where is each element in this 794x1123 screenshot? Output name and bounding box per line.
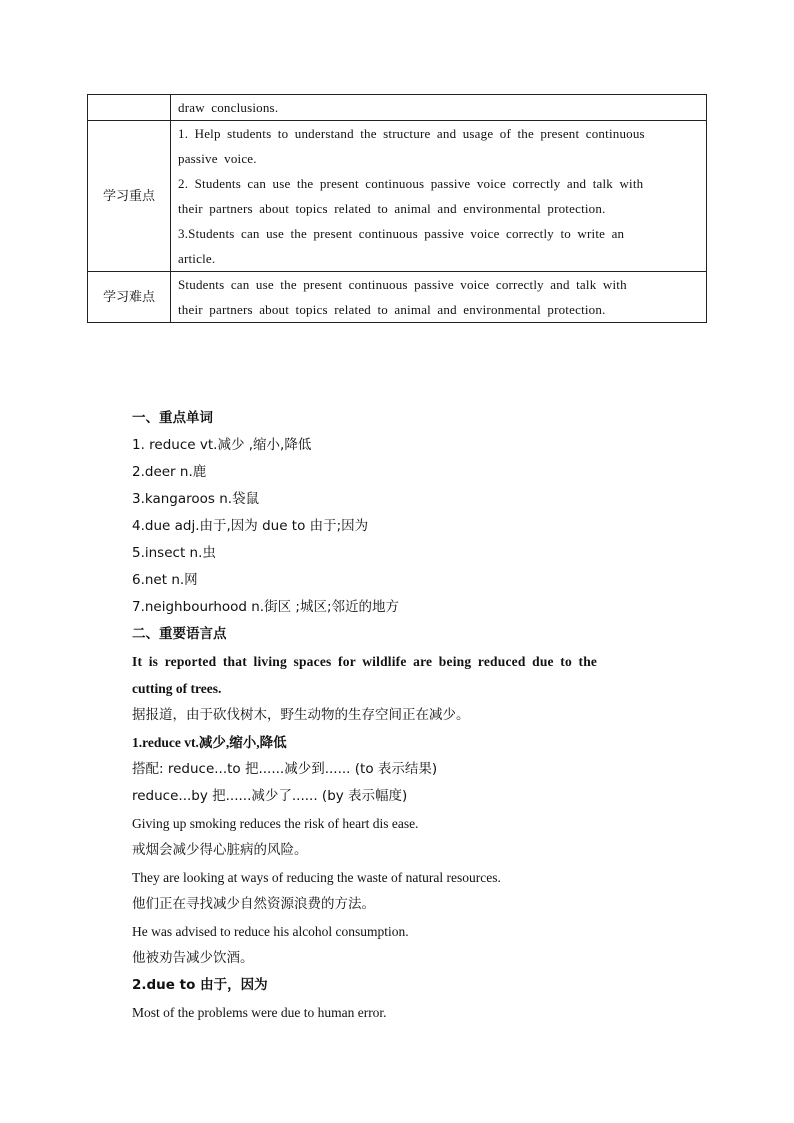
word-item: 2.deer n.鹿 xyxy=(132,464,207,480)
table-row xyxy=(88,95,707,121)
example-en: They are looking at ways of reducing the waste of natural resources. xyxy=(132,870,501,885)
word-item: 3.kangaroos n.袋鼠 xyxy=(132,491,260,507)
collocation: 搭配: reduce...to 把......减少到...... (to 表示结果) xyxy=(132,761,438,777)
row-label-key-points: 学习重点 xyxy=(88,121,171,272)
lesson-objectives-table xyxy=(87,94,707,323)
content-line: passive voice. xyxy=(178,151,257,166)
table-row xyxy=(88,121,707,272)
key-sentence: cutting of trees. xyxy=(132,681,222,696)
example-en: Giving up smoking reduces the risk of heart dis ease. xyxy=(132,816,419,831)
key-sentence: It is reported that living spaces for wildlife are being reduced due to the xyxy=(132,654,598,669)
word-item: 7.neighbourhood n.街区 ;城区;邻近的地方 xyxy=(132,599,399,615)
key-sentence-translation: 据报道，由于砍伐树木，野生动物的生存空间正在减少。 xyxy=(132,707,470,723)
row-content xyxy=(171,121,707,272)
content-line: 1. Help students to understand the structure and usage of the present continuous xyxy=(178,126,645,141)
word-item: 6.net n.网 xyxy=(132,572,198,588)
section-heading-key-words: 一、重点单词 xyxy=(132,410,213,426)
content-line: 3.Students can use the present continuous passive voice correctly to write an xyxy=(178,226,625,241)
content-line: article. xyxy=(178,251,216,266)
content-line: Students can use the present continuous passive voice correctly and talk with xyxy=(178,277,627,292)
row-content xyxy=(171,95,707,121)
language-point-title: 1.reduce vt.减少,缩小,降低 xyxy=(132,735,287,750)
row-label-difficulties: 学习难点 xyxy=(88,272,171,323)
content-line: 2. Students can use the present continuous passive voice correctly and talk with xyxy=(178,176,644,191)
example-en: Most of the problems were due to human error. xyxy=(132,1005,387,1020)
word-item: 1. reduce vt.减少 ,缩小,降低 xyxy=(132,437,312,453)
section-heading-language-points: 二、重要语言点 xyxy=(132,626,227,642)
content-line: draw conclusions. xyxy=(178,100,279,115)
word-item: 5.insect n.虫 xyxy=(132,545,216,561)
example-zh: 他们正在寻找减少自然资源浪费的方法。 xyxy=(132,896,375,912)
word-item: 4.due adj.由于,因为 due to 由于;因为 xyxy=(132,518,369,534)
table-row xyxy=(88,272,707,323)
collocation: reduce...by 把......减少了...... (by 表示幅度) xyxy=(132,788,408,804)
language-point-title: 2.due to 由于，因为 xyxy=(132,977,268,993)
row-content xyxy=(171,272,707,323)
study-notes xyxy=(132,405,672,1026)
example-zh: 戒烟会减少得心脏病的风险。 xyxy=(132,842,308,858)
row-label xyxy=(88,95,171,121)
content-line: their partners about topics related to animal and environmental protection. xyxy=(178,201,606,216)
example-en: He was advised to reduce his alcohol consumption. xyxy=(132,924,409,939)
content-line: their partners about topics related to animal and environmental protection. xyxy=(178,302,606,317)
example-zh: 他被劝告减少饮酒。 xyxy=(132,950,254,966)
